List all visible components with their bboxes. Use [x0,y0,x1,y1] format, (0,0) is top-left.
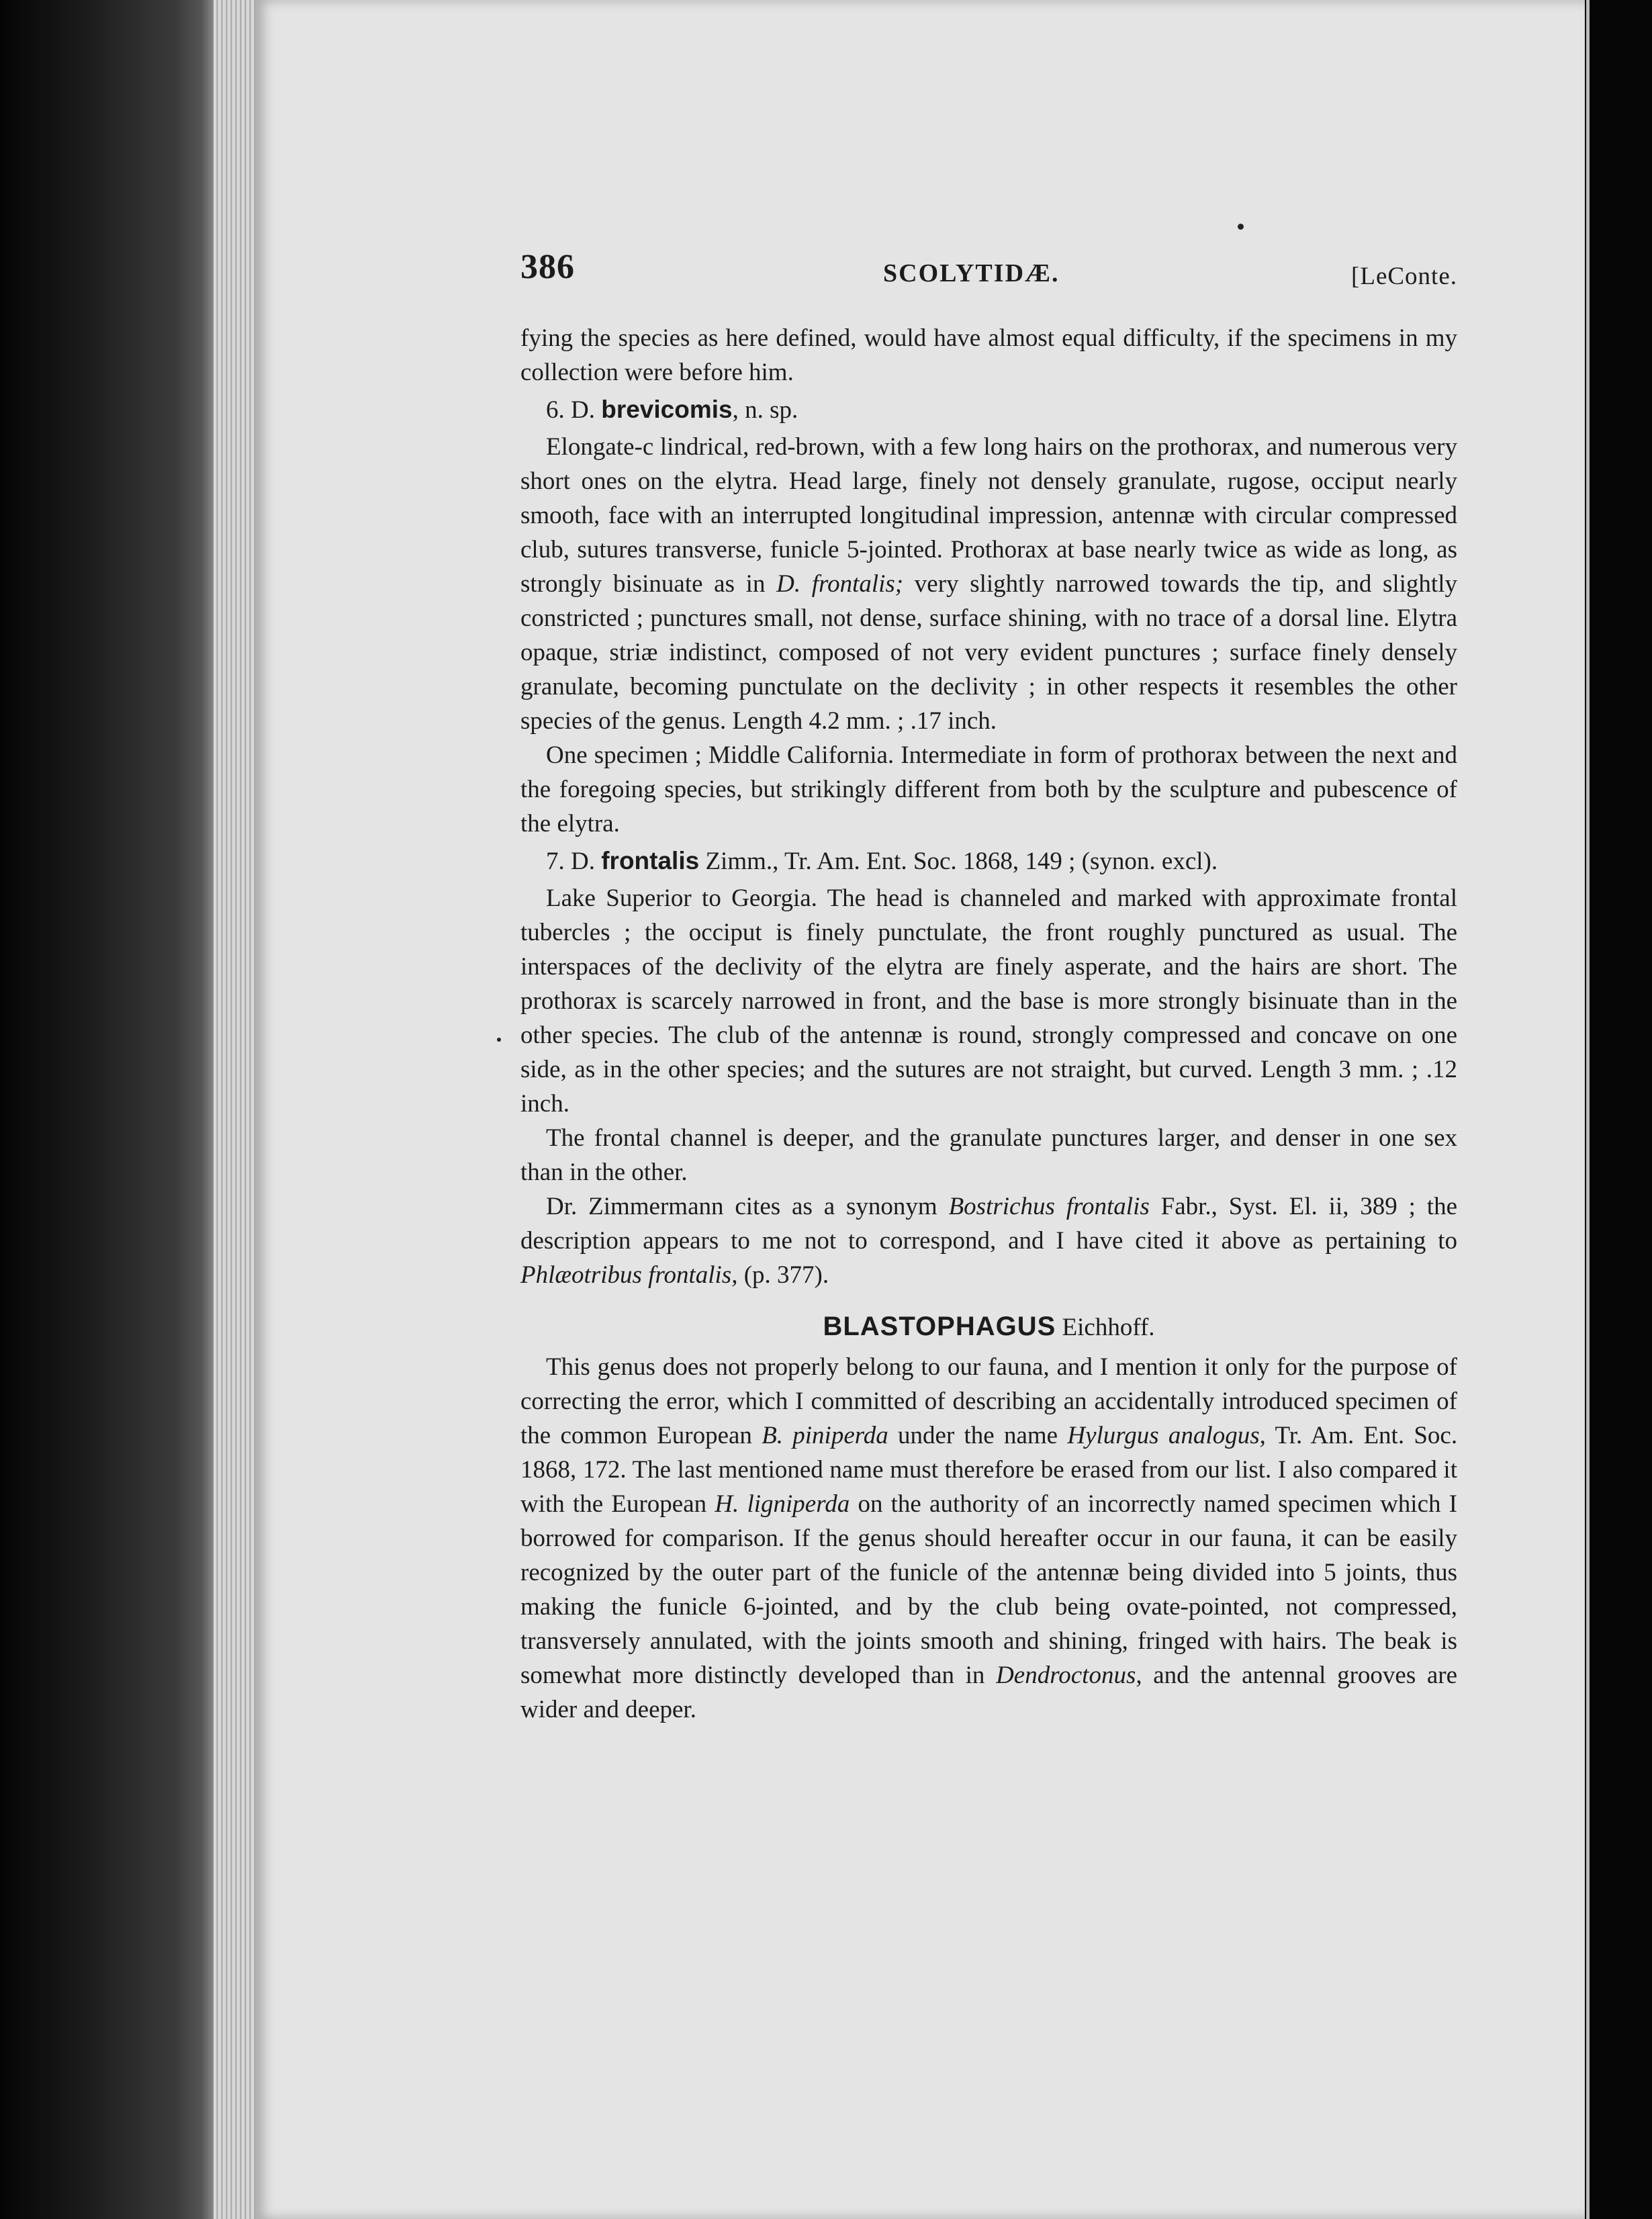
page-number: 386 [520,248,575,286]
italic-name: Phlæotribus frontalis, [520,1261,738,1289]
genus-text: This genus does not properly belong to our fauna, and I mention it only for the purpose of correcting the error, which I committed of describing an accidentally introduced specimen of the common European [520,1353,1457,1449]
genus-text: under the name [898,1422,1058,1449]
italic-name: D. frontalis; [776,570,904,598]
description-text-rest: very slightly narrowed towards the tip, and slightly constricted ; punctures small, not dense, surface shining, with no trace of a dorsal line. Elytra opaque, striæ indistinct, composed of not very evident punctures ; surface finely densely granulate, becoming punctulate on the declivity ; in other respects it resembles the other species of the genus. Length 4.2 mm. ; .17 inch. [520,570,1457,735]
synonym-text: Fabr., Syst. El. ii, 389 ; the description appears to me not to correspond, and I have cited it above as pertaining to [520,1193,1458,1255]
genus-text: and the antennal grooves are wider and deeper. [520,1662,1458,1723]
page-edges [214,0,261,2219]
synonym-text: Dr. Zimmermann cites as a synonym [546,1193,937,1220]
genus-text: Tr. Am. Ent. Soc. 1868, 172. The last mentioned name must therefore be erased from our list. I also compared it with the European [520,1422,1458,1518]
species-7-sex-note: The frontal channel is deeper, and the granulate punctures larger, and denser in one sex than in the other. [520,1124,1457,1186]
italic-name: Bostrichus frontalis [948,1193,1150,1220]
species-7-heading [520,844,1457,878]
adjacent-page-edge [1586,0,1590,2219]
running-head [520,250,1457,291]
genus-text: on the authority of an incorrectly named specimen which I borrowed for comparison. If the genus should hereafter occur in our fauna, it can be easily recognized by the outer part of the funicle of the antennæ being divided into 5 joints, thus making the funicle 6-jointed, and by the club being ovate-pointed, not compressed, transversely annulated, with the joints smooth and shining, fringed with hairs. The beak is somewhat more distinctly developed than in [520,1490,1458,1689]
species-suffix: , n. sp. [732,396,798,424]
book-spine [0,0,222,2219]
italic-name: H. ligniperda [715,1490,850,1518]
description-text: Elongate-c lindrical, red-brown, with a few long hairs on the prothorax, and numerous very short ones on the elytra. Head large, finely not densely granulate, rugose, occiput nearly smooth, face with an interrupted longitudinal impression, antennæ with circular compressed club, sutures transverse, funicle 5-jointed. Prothorax at base nearly twice as wide as long, as strongly bisinuate as in [520,433,1457,598]
species-7-synonym-note [520,1189,1457,1292]
species-6-remarks: One specimen ; Middle California. Intermediate in form of prothorax between the next and the foregoing species, but strikingly different from both by the sculpture and pubescence of the elytra. [520,741,1457,837]
synonym-text: (p. 377). [743,1261,829,1289]
genus-name: BLASTOPHAGUS [823,1312,1056,1341]
italic-name: Hylurgus analogus, [1067,1422,1266,1449]
text-block [520,250,1457,1727]
species-number: 6. D. [546,396,595,424]
species-7-description: Lake Superior to Georgia. The head is channeled and marked with approximate frontal tubercles ; the occiput is finely punctulate, the front roughly punctured as usual. The interspaces of the declivity of the elytra are finely asperate, and the hairs are short. The prothorax is scarcely narrowed in front, and the base is more strongly bisinuate than in the other species. The club of the antennæ is round, strongly compressed and concave on one side, as in the other species; and the sutures are not straight, but curved. Length 3 mm. ; .12 inch. [520,885,1457,1118]
dust-speck [497,1038,501,1042]
species-name: frontalis [601,847,700,874]
continuation-paragraph: fying the species as here defined, would have almost equal difficulty, if the specimens in my collection were before him. [520,324,1457,386]
genus-authority: Eichhoff. [1062,1314,1155,1341]
italic-name: Dendroctonus, [996,1662,1142,1689]
adjacent-page-shadow [1585,0,1652,2219]
italic-name: B. piniperda [762,1422,888,1449]
species-name: brevicomis [601,396,733,423]
species-suffix: Zimm., Tr. Am. Ent. Soc. 1868, 149 ; (synon. excl). [705,848,1218,875]
dust-speck [1238,224,1244,230]
species-number: 7. D. [546,848,595,875]
species-6-description [520,430,1457,738]
species-6-heading [520,392,1457,427]
genus-paragraph [520,1350,1457,1727]
running-author: [LeConte. [1351,263,1457,290]
genus-heading [520,1310,1457,1345]
running-title: SCOLYTIDÆ. [883,259,1060,287]
